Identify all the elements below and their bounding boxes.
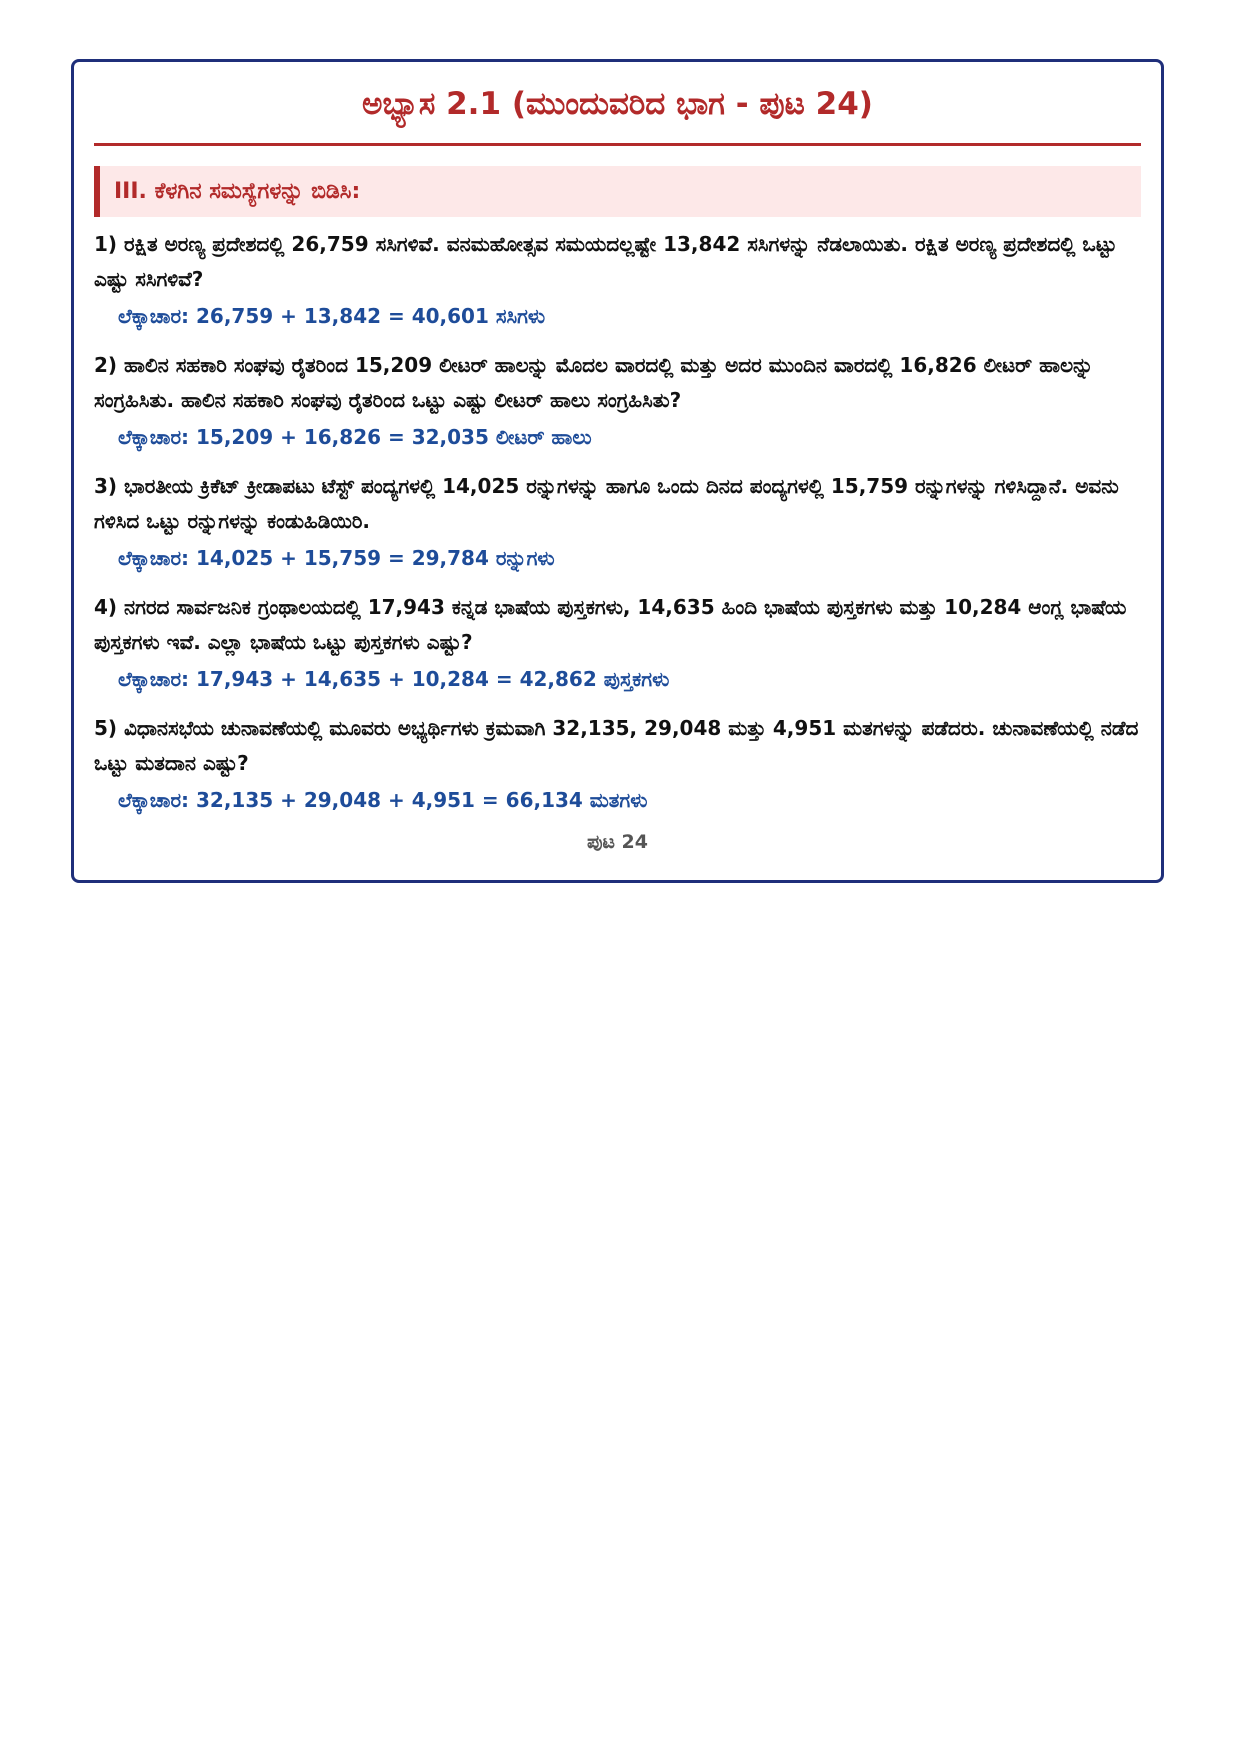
problem-question: 5) ವಿಧಾನಸಭೆಯ ಚುನಾವಣೆಯಲ್ಲಿ ಮೂವರು ಅಭ್ಯರ್ಥಿಗಳು ಕ್ರಮವಾಗಿ 32,135, 29,048 ಮತ್ತು 4,951 ಮತಗಳನ್ನು ಪಡೆದರು. ಚುನಾವಣೆಯಲ್ಲಿ ನಡೆದ ಒಟ್ಟು ಮತದಾನ ಎಷ್ಟು? [94,716,1139,775]
problem-question: 1) ರಕ್ಷಿತ ಅರಣ್ಯ ಪ್ರದೇಶದಲ್ಲಿ 26,759 ಸಸಿಗಳಿವೆ. ವನಮಹೋತ್ಸವ ಸಮಯದಲ್ಲಷ್ಟೇ 13,842 ಸಸಿಗಳನ್ನು ನೆಡಲಾಯಿತು. ರಕ್ಷಿತ ಅರಣ್ಯ ಪ್ರದೇಶದಲ್ಲಿ ಒಟ್ಟು ಎಷ್ಟು ಸಸಿಗಳಿವೆ? [94,232,1117,291]
problem-calculation: ಲೆಕ್ಕಾಚಾರ: 15,209 + 16,826 = 32,035 ಲೀಟರ್ ಹಾಲು [118,425,592,449]
section-label: III. ಕೆಳಗಿನ ಸಮಸ್ಯೆಗಳನ್ನು ಬಿಡಿಸಿ: [114,179,361,204]
section-header [94,166,1141,217]
problem-1 [94,227,1147,333]
problem-question: 4) ನಗರದ ಸಾರ್ವಜನಿಕ ಗ್ರಂಥಾಲಯದಲ್ಲಿ 17,943 ಕನ್ನಡ ಭಾಷೆಯ ಪುಸ್ತಕಗಳು, 14,635 ಹಿಂದಿ ಭಾಷೆಯ ಪುಸ್ತಕಗಳು ಮತ್ತು 10,284 ಆಂಗ್ಲ ಭಾಷೆಯ ಪುಸ್ತಕಗಳು ಇವೆ. ಎಲ್ಲಾ ಭಾಷೆಯ ಒಟ್ಟು ಪುಸ್ತಕಗಳು ಎಷ್ಟು? [94,595,1127,654]
problem-question: 3) ಭಾರತೀಯ ಕ್ರಿಕೆಟ್ ಕ್ರೀಡಾಪಟು ಟೆಸ್ಟ್ ಪಂದ್ಯಗಳಲ್ಲಿ 14,025 ರನ್ನುಗಳನ್ನು ಹಾಗೂ ಒಂದು ದಿನದ ಪಂದ್ಯಗಳಲ್ಲಿ 15,759 ರನ್ನುಗಳನ್ನು ಗಳಿಸಿದ್ದಾನೆ. ಅವನು ಗಳಿಸಿದ ಒಟ್ಟು ರನ್ನುಗಳನ್ನು ಕಂಡುಹಿಡಿಯಿರಿ. [94,474,1119,533]
title-divider [94,143,1141,146]
problem-calculation: ಲೆಕ್ಕಾಚಾರ: 26,759 + 13,842 = 40,601 ಸಸಿಗಳು [118,304,546,328]
problem-calculation: ಲೆಕ್ಕಾಚಾರ: 14,025 + 15,759 = 29,784 ರನ್ನುಗಳು [118,546,555,570]
problem-3 [94,469,1147,575]
problem-2 [94,348,1147,454]
problem-calculation: ಲೆಕ್ಕಾಚಾರ: 32,135 + 29,048 + 4,951 = 66,134 ಮತಗಳು [118,788,648,812]
problem-calculation: ಲೆಕ್ಕಾಚಾರ: 17,943 + 14,635 + 10,284 = 42,862 ಪುಸ್ತಕಗಳು [118,667,670,691]
problem-question: 2) ಹಾಲಿನ ಸಹಕಾರಿ ಸಂಘವು ರೈತರಿಂದ 15,209 ಲೀಟರ್ ಹಾಲನ್ನು ಮೊದಲ ವಾರದಲ್ಲಿ ಮತ್ತು ಅದರ ಮುಂದಿನ ವಾರದಲ್ಲಿ 16,826 ಲೀಟರ್ ಹಾಲನ್ನು ಸಂಗ್ರಹಿಸಿತು. ಹಾಲಿನ ಸಹಕಾರಿ ಸಂಘವು ರೈತರಿಂದ ಒಟ್ಟು ಎಷ್ಟು ಲೀಟರ್ ಹಾಲು ಸಂಗ್ರಹಿಸಿತು? [94,353,1094,412]
page-title: ಅಭ್ಯಾಸ 2.1 (ಮುಂದುವರಿದ ಭಾಗ - ಪುಟ 24) [362,86,873,122]
problem-4 [94,590,1147,696]
problem-5 [94,711,1147,817]
page-number: ಪುಟ 24 [587,831,648,853]
worksheet-card [71,59,1164,883]
